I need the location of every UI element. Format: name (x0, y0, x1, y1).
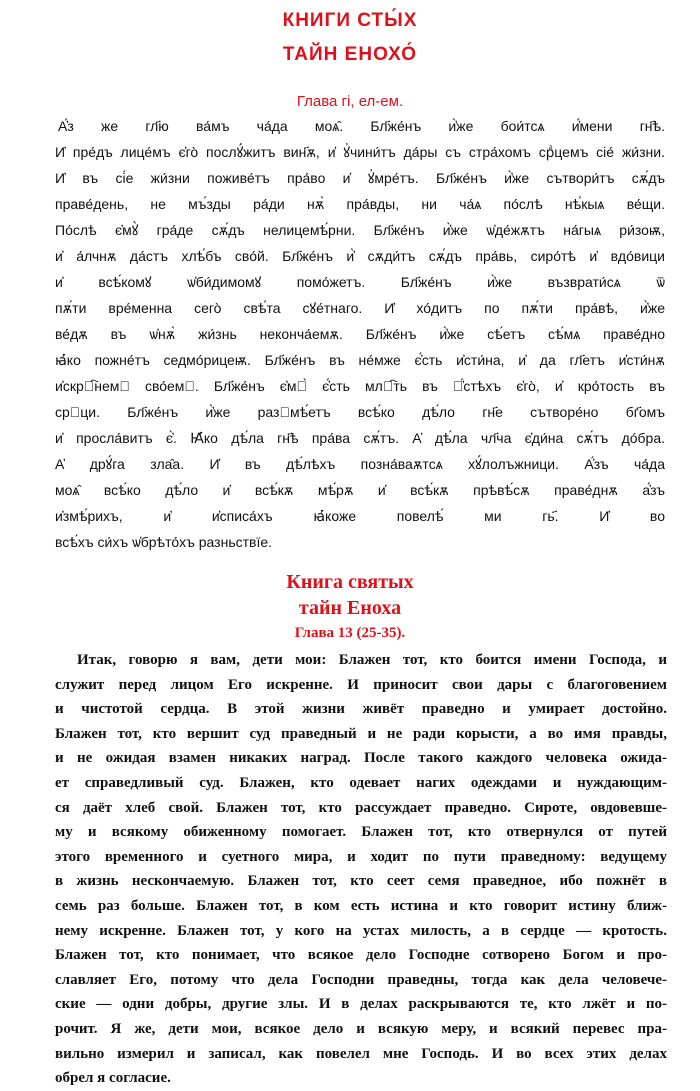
text-line: ꙗ҆́ко пожне́тъ седмо́рицеѭ. Бл҃же́нъ въ не́мже є҆́сть и҆сти́на, и҆ да гл҃етъ и҆сти́нѫ (55, 352, 665, 368)
russian-title-line-1: Книга святых (286, 571, 414, 593)
text-line: и чистотой сердца. В этой жизни живёт праведно и умирает достойно. (55, 701, 667, 718)
text-line: этого временного и суетного мира, и ходит по пути праведному: ведущему (55, 848, 667, 865)
text-line: Блажен тот, кто понимает, что всякое дело Господне сотворено Богом и про- (55, 947, 667, 964)
russian-chapter-heading: Глава 13 (25-35). (294, 625, 406, 641)
text-line: служит перед лицом Его искренне. И приносит свои дары с благоговением (55, 676, 667, 693)
text-line: и не ожидая взамен никаких наград. После такого каждого человека ожида- (55, 750, 667, 767)
text-line: обрел я согласие. (55, 1070, 171, 1087)
text-line: в жизнь нескончаемую. Блажен тот, кто сеет семя праведное, ибо пожнёт в (55, 873, 667, 890)
text-line: рочит. Я же, дети мои, всякое дело и всякую меру, и всякий перевес пра- (55, 1020, 667, 1037)
russian-title-line-2: тайн Еноха (298, 597, 402, 619)
slavonic-text (55, 113, 665, 555)
text-line: славляет Его, потому что дела Господни праведны, тогда как дела человече- (55, 971, 667, 988)
text-line: моѧ̑ всѣ́ко дѣ́ло и҆ всѣ́кѫ мѣ́рѫ и҆ всѣ́кѫ прѣвѣ́сѫ праве́днѫ а҆́зъ (55, 482, 665, 498)
text-line: и҆скрⷭ҇немꙋ сво́емꙋ. Бл҃же́нъ є҆мꙋ̀ є҆́сть млⷭ҇ть въ ꙋ҆́стѣхъ є҆го̀, и҆ кро́тость въ (55, 378, 665, 394)
text-line: И҆ пре́дъ лице́мъ є҆го̀ послꙋ́житъ вин҃ѫ, и҆ ꙋ҆чини́тъ да́ры съ стра́хомъ срⷣцемъ сіе́ жи́зни. (55, 144, 665, 160)
slavonic-title-line-1: КНИГИ СТЫ́Х (282, 10, 418, 31)
text-line: А҆ дрꙋ́га зла̑а. И҆ въ дѣ́лѣхъ позна́ваѫтсѧ хꙋ́лолъжници. А҆́зъ ча́да (55, 456, 665, 472)
text-line: И҆ въ сі́е жи́зни поживе́тъ пра́во и҆ ꙋ҆мре́тъ. Бл҃же́нъ и҆̀же сътвори́тъ сѫ́дъ (55, 170, 665, 186)
slavonic-title-line-2: ТАЙН ЕНОХО́ (282, 44, 418, 65)
text-line: нему искренне. Блажен тот, у кого на устах милость, а в сердце — кротость. (55, 922, 667, 939)
text-line: и҆ просла́витъ є҆̀. Ꙗ҆́ко дѣ́ла гн҃ѣ пра́ва сѫ́тъ. А҆ дѣ́ла чл҃ча є҆ди́на сѫ́тъ до́бра. (55, 430, 665, 446)
text-line: По́слѣ є҆мꙋ̀ гра́де сѫ́дъ нелицемѣ́рни. Бл҃же́нъ и҆̀же ѡ҆де́жѫтъ на́гыѧ ри́зоѭ, (55, 222, 665, 238)
text-line: Блажен тот, кто вершит суд праведный и не ради корысти, а во имя правды, (55, 725, 667, 742)
slavonic-chapter-heading: Глава гі, ел-ем. (296, 93, 404, 110)
russian-text (55, 648, 667, 1091)
text-line: пѫ́ти вре́менна сего̀ свѣ́та сꙋе́тнаго. И҆ хо́дитъ по пѫ́ти пра́вѣ, и҆̀же (55, 300, 665, 316)
text-line: и҆ всѣ́комꙋ ѡ҆би́димомꙋ помо́жетъ. Бл҃же́нъ и҆̀же възврати́сѧ ѿ (55, 274, 665, 290)
text-line: ве́дѫ въ ѡ҆нѫ̀ жи́знь неконча́емѫ. Бл҃же́нъ и҆̀же сѣ́етъ сѣ́мѧ праве́дно (55, 326, 665, 342)
text-line: ет справедливый суд. Блажен, кто одевает нагих одеждами и нуждающим- (55, 774, 667, 791)
text-line: срⷣци. Бл҃же́нъ и҆̀же разꙋмѣ́етъ всѣ́ко дѣ́ло гн҃е сътворе́но бг҃омъ (55, 404, 665, 420)
text-line: всѣ́хъ си́хъ ѡ҆брѣто́хъ разньствїе. (55, 534, 273, 550)
text-line: ские — одни добры, другие злы. И в делах раскрываются те, кто лжёт и по- (55, 996, 667, 1013)
text-line: ся даёт хлеб свой. Блажен тот, кто рассуждает праведно. Сироте, овдовевше- (55, 799, 667, 816)
text-line: семь раз больше. Блажен тот, в ком есть истина и кто говорит истину ближ- (55, 897, 667, 914)
text-line: и҆змѣ́рихъ, и҆ и҆списа́хъ ꙗ҆́коже повелѣ́ ми гь҃. И҆ во (55, 508, 665, 524)
text-line: Итак, говорю я вам, дети мои: Блажен тот, кто боится имени Господа, и (77, 652, 667, 668)
text-line: А҆́з же гл҃ю ва́мъ ча́да моѧ̑. Бл҃же́нъ и҆̀же бои́тсѧ и҆́мени гн҃ѣ. (58, 118, 665, 134)
text-line: и҆ а́лчнѫ да́стъ хлѣ́бъ сво́й. Бл҃же́нъ и҆̀ сѫди́тъ сѫ́дъ пра́вь, сиро́тѣ и҆ вдо́вици (55, 248, 665, 264)
text-line: праве́день, не мъ́зды ра́ди нѫ̀ пра́вды, ни ча́ѧ по́слѣ нѣ́кыѧ ве́щи. (55, 196, 665, 212)
text-line: вильно измерил и записал, как повелел мне Господь. И во всех этих делах (55, 1045, 667, 1062)
text-line: му и всякому обиженному помогает. Блажен тот, кто отвернулся от путей (55, 824, 667, 841)
